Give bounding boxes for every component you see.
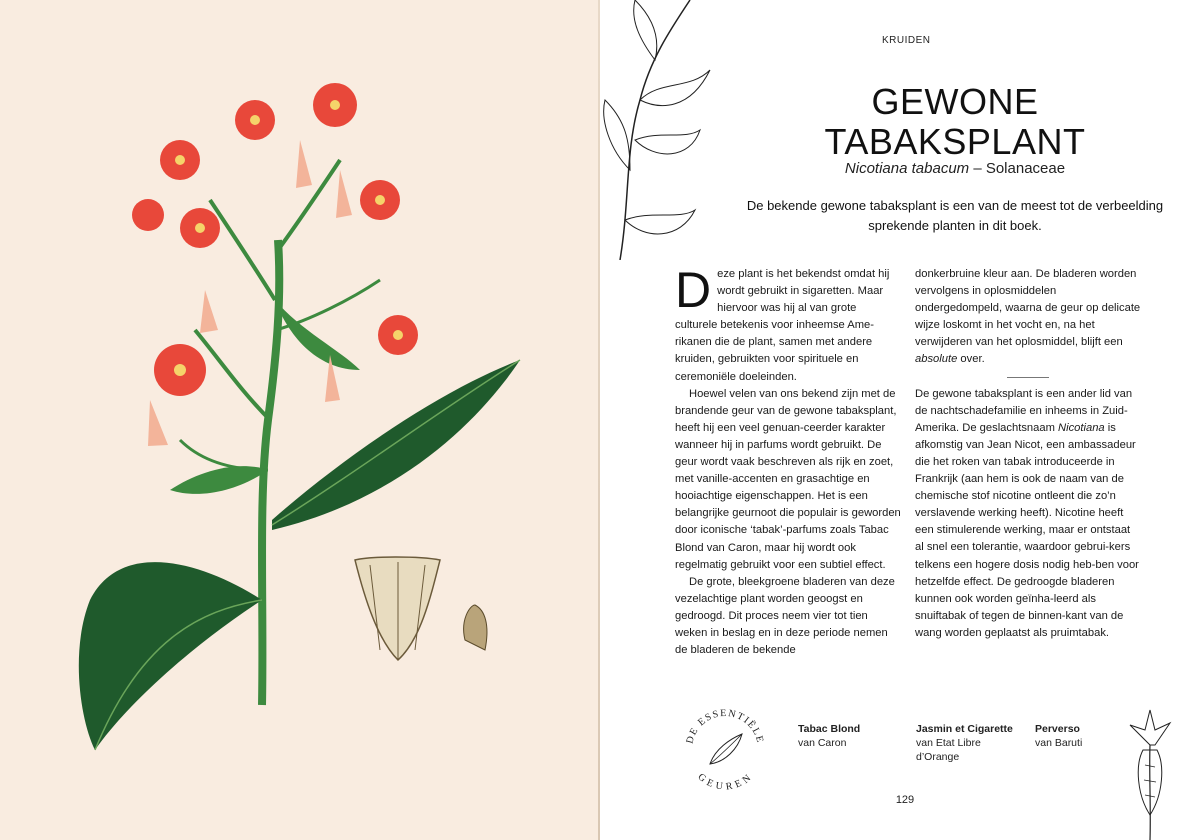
drop-cap: D: [675, 262, 712, 318]
page-title: [750, 82, 1160, 162]
seal-top-text: DE ESSENTIËLE: [684, 707, 766, 745]
left-page: [0, 0, 598, 840]
paragraph-4: donkerbruine kleur aan. De bladeren worden vervolgens in oplosmiddelen ondergedompeld, waarna de geur op delicate wijze loskomt in het vocht en, na het verwijderen van het oplosmiddel, blijft een absolute over.: [915, 268, 1141, 366]
paragraph-1: eze plant is het bekendst omdat hij wordt gebruikt in sigaretten. Maar hiervoor was hij al van grote culturele betekenis voor inheemse Ame-rikanen die de plant, samen met andere kruiden, gebruikten voor spirituele en ceremoniële doeleinden.: [675, 268, 890, 383]
title-line-1: GEWONE: [871, 81, 1039, 122]
plant-line-drawing: [600, 0, 720, 260]
plant-family: – Solanaceae: [969, 160, 1066, 177]
paragraph-5: De gewone tabaksplant is een ander lid van de nachtschadefamilie en inheems in Zuid-Amerika. De geslachtsnaam Nicotiana is afkomstig van Jean Nicot, een ambassadeur die het roken van tabak introduceerde in Frankrijk (aan hem is ook de naam van de chemische stof nicotine ontleent die zo’n verslavende werking heeft). Nicotine heeft een stimulerende werking, maar er ontstaat al snel een tolerantie, waardoor gebrui-kers telkens een hogere dosis nodig heb-ben voor hetzelfde effect. De gedroogde bladeren kunnen ook worden geïnha-leerd als snuiftabak of tegen de binnen-kant van de wang worden geplaatst als pruimtabak.: [915, 387, 1139, 639]
text-column-1: [675, 262, 901, 659]
latin-name: Nicotiana tabacum: [844, 160, 970, 177]
scientific-name: [750, 160, 1160, 177]
fragrance-brand: van Caron: [798, 737, 847, 749]
tobacco-plant-illustration: [0, 0, 598, 840]
divider: [1007, 377, 1049, 378]
title-line-2: TABAKSPLANT: [824, 121, 1086, 162]
text-column-2: [915, 266, 1141, 642]
flower-line-drawing: [1115, 705, 1185, 840]
fragrance-1: [798, 722, 908, 750]
svg-text:DE ESSENTIËLE: [684, 708, 765, 745]
fragrance-brand: van Baruti: [1035, 737, 1083, 749]
page-number: 129: [895, 794, 915, 806]
fragrance-name: Jasmin et Cigarette: [916, 723, 1013, 735]
fragrance-3: [1035, 722, 1125, 750]
svg-text:GEUREN: [695, 772, 754, 793]
paragraph-2: Hoewel velen van ons bekend zijn met de brandende geur van de gewone tabaksplant, heeft hij een veel genuan-ceerder karakter wanneer hij in parfums wordt gebruikt. De geur wordt vaak beschreven als rijk en zoet, met vanille-accenten en grasachtige en hooiachtige eigenschappen. Het is een belangrijke geurnoot die populair is geworden door iconische ‘tabak’-parfums zoals Tabac Blond van Caron, maar hij wordt ook regelmatig gebruikt voor een subtiel effect.: [675, 387, 901, 571]
right-page: [600, 0, 1200, 840]
fragrance-name: Perverso: [1035, 723, 1080, 735]
seal-bottom-text: GEUREN: [695, 771, 755, 793]
essential-scents-seal: [680, 704, 770, 794]
fragrance-2: [916, 722, 1026, 764]
fragrance-brand: van Etat Libre d’Orange: [916, 737, 981, 763]
section-label: KRUIDEN: [882, 35, 931, 46]
intro-text: De bekende gewone tabaksplant is een van de meest tot de verbeelding sprekende planten in dit boek.: [746, 198, 1164, 233]
paragraph-3: De grote, bleekgroene bladeren van deze vezelachtige plant worden geoogst en gedroogd. Dit proces neem vier tot tien weken in beslag en in deze periode nemen de bladeren de bekende: [675, 575, 895, 657]
fragrance-name: Tabac Blond: [798, 723, 861, 735]
